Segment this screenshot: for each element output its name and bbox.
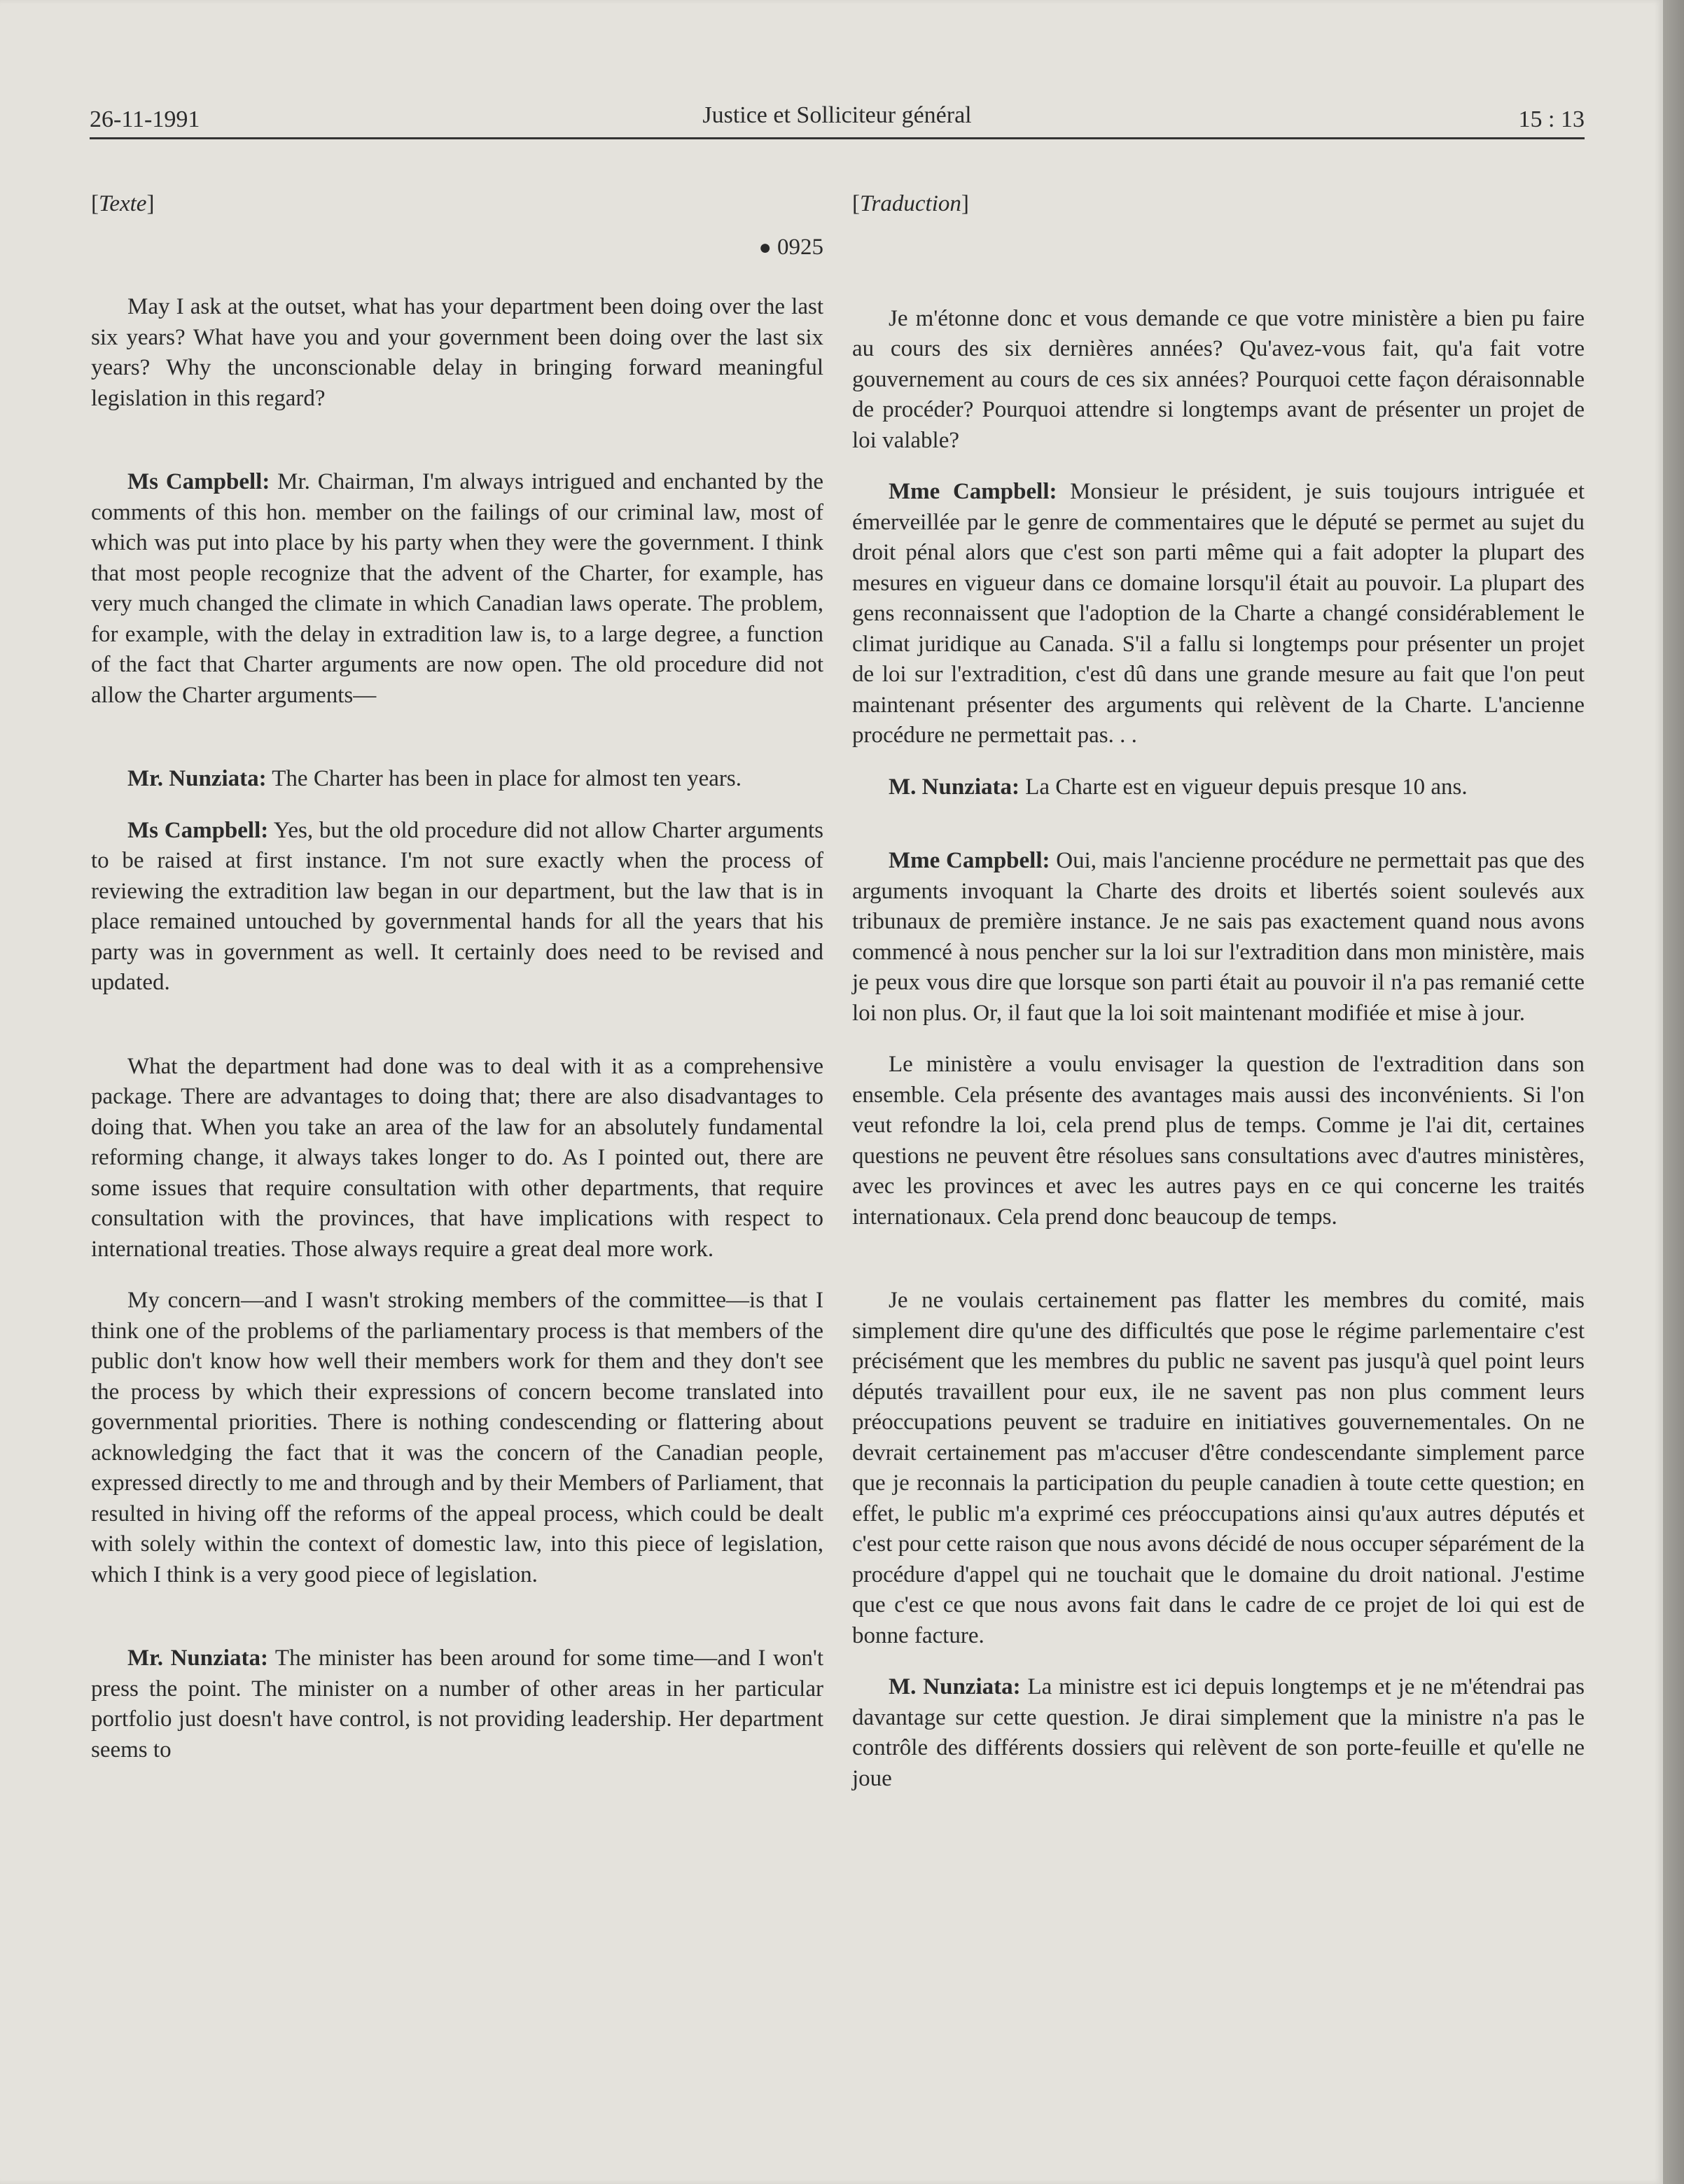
time-marker xyxy=(91,232,823,263)
speaker-name: Mme Campbell: xyxy=(889,479,1057,504)
paragraph-text: What the department had done was to deal with it as a comprehensive package. There are advantages to doing that; there are also disadvantages to doing that. When you take an area of the law for an absolutely fundamental reforming change, it always takes longer to do. As I pointed out, there are some issues that require consultation with other departments, that require consultation with the provinces, that have implications with respect to international treaties. Those always require a great deal more work. xyxy=(91,1053,823,1262)
page-header xyxy=(90,98,1585,139)
bullet-icon: ● xyxy=(758,235,772,259)
column-tag: [Texte] xyxy=(91,191,155,216)
speaker-name: Ms Campbell: xyxy=(127,469,270,494)
paragraph xyxy=(852,1672,1585,1794)
page-edge xyxy=(1663,0,1684,2184)
paragraph-text: Oui, mais l'ancienne procédure ne permettait pas que des arguments invoquant la Charte des droits et libertés soient soulevés aux tribunaux de première instance. Je ne sais pas exactement quand nous avons commencé à nous pencher sur la loi sur l'extradition dans mon ministère, mais je peux vous dire que lorsque son parti était au pouvoir il n'a pas remanié cette loi non plus. Or, il faut que la loi soit maintenant modifiée et mise à jour. xyxy=(852,848,1585,1026)
paragraph-text: La ministre est ici depuis longtemps et je ne m'étendrai pas davantage sur cette question. Je dirai simplement que la ministre n'a pas le contrôle des différents dossiers qui relèvent de son porte-feuille et qu'elle ne joue xyxy=(852,1674,1585,1791)
paragraph-text: The minister has been around for some time—and I won't press the point. The minister on a number of other areas in her particular portfolio just doesn't have control, is not providing leadership. Her department seems to xyxy=(91,1646,823,1762)
speaker-name: M. Nunziata: xyxy=(889,1674,1021,1699)
spacer xyxy=(852,232,1585,304)
paragraph xyxy=(91,816,823,999)
paragraph-text: My concern—and I wasn't stroking members of the committee—is that I think one of the problems of the parliamentary process is that members of the public don't know how well their members work for them and they don't see the process by which their expressions of concern become translated into governmental priorities. There is nothing condescending or flattering about acknowledging the fact that it was the concern of the Canadian people, expressed directly to me and through and by their Members of Parliament, that resulted in hiving off the reforms of the appeal process, which could be dealt with solely within the context of domestic law, into this piece of legislation, which I think is a very good piece of legislation. xyxy=(91,1288,823,1587)
paragraph xyxy=(91,292,823,414)
speaker-name: Mr. Nunziata: xyxy=(127,1646,268,1671)
paragraph xyxy=(852,772,1585,803)
speaker-name: Mme Campbell: xyxy=(889,848,1050,873)
paragraph xyxy=(852,846,1585,1029)
french-column xyxy=(852,189,1585,1823)
english-column xyxy=(91,189,823,1795)
paragraph xyxy=(852,1050,1585,1232)
column-tag-text: Texte xyxy=(99,191,147,216)
paragraph-text: Yes, but the old procedure did not allow Charter arguments to be raised at first instance. I'm not sure exactly when the process of reviewing the extradition law began in our department, but the law that is in place remained untouched by governmental hands for all the years that his party was in government as well. It certainly does need to be revised and updated. xyxy=(91,817,823,995)
paragraph-text: May I ask at the outset, what has your department been doing over the last six years? What have you and your government been doing over the last six years? Why the unconscionable delay in bringing forward meaningful legislation in this regard? xyxy=(91,294,823,411)
column-tag-text: Traduction xyxy=(860,191,961,216)
paragraph-text: Le ministère a voulu envisager la question de l'extradition dans son ensemble. Cela présente des avantages mais aussi des inconvénients. Si l'on veut refondre la loi, cela prend plus de temps. Comme je l'ai dit, certaines questions ne peuvent être résolues sans consultations avec d'autres ministères, avec les provinces et avec les autres pays en ce qui concerne les traités internationaux. Cela prend donc beaucoup de temps. xyxy=(852,1052,1585,1230)
time-marker-text: 0925 xyxy=(777,234,823,260)
speaker-name: M. Nunziata: xyxy=(889,774,1020,800)
paragraph xyxy=(91,1052,823,1265)
header-date: 26-11-1991 xyxy=(90,106,200,132)
paragraph xyxy=(852,1286,1585,1651)
paragraph xyxy=(91,1286,823,1590)
paragraph xyxy=(91,1643,823,1765)
paragraph xyxy=(852,477,1585,751)
paragraph-text: Je ne voulais certainement pas flatter les membres du comité, mais simplement dire qu'une des difficultés que pose le régime parlementaire c'est précisément que les membres du public ne savent pas jusqu'à quel point leurs députés travaillent pour eux, ile ne savent pas non plus comment leurs préoccupations peuvent se traduire en initiatives gouvernementales. On ne devrait certainement pas m'accuser d'être condescendante simplement parce que je reconnais la participation du peuple canadien à toute cette question; en effet, le public m'a exprimé ces préoccupations ainsi qu'aux autres députés et c'est pour cette raison que nous avons décidé de nous occuper séparément de la procédure d'appel qui ne touchait que le domaine du droit national. J'estime que c'est ce que nous avons fait dans le cadre de ce projet de loi qui est de bonne facture. xyxy=(852,1288,1585,1648)
paragraph xyxy=(852,304,1585,457)
paragraph xyxy=(91,764,823,795)
header-title: Justice et Solliciteur général xyxy=(702,102,972,128)
header-page-number: 15 : 13 xyxy=(1518,106,1585,132)
column-tag: [Traduction] xyxy=(852,191,969,216)
speaker-name: Mr. Nunziata: xyxy=(127,766,267,791)
paragraph-text: Monsieur le président, je suis toujours intriguée et émerveillée par le genre de commentaires que le député se permet au sujet du droit pénal alors que c'est son parti même qui a fait adopter la plupart des mesures en vigueur dans ce domaine lorsqu'il était au pouvoir. La plupart des gens reconnaissent que l'adoption de la Charte a changé considérablement le climat juridique au Canada. S'il a fallu si longtemps pour présenter un projet de loi sur l'extradition, c'est dû dans une grande mesure au fait que l'on peut maintenant présenter des arguments qui relèvent de la Charte. L'ancienne procédure ne permettait pas. . . xyxy=(852,479,1585,748)
paragraph-text: Je m'étonne donc et vous demande ce que votre ministère a bien pu faire au cours des six dernières années? Qu'avez-vous fait, qu'a fait votre gouvernement au cours de ces six années? Pourquoi cette façon déraisonnable de procéder? Pourquoi attendre si longtemps avant de présenter un projet de loi valable? xyxy=(852,305,1585,453)
paragraph xyxy=(91,467,823,711)
paragraph-text: Mr. Chairman, I'm always intrigued and enchanted by the comments of this hon. member on the failings of our criminal law, most of which was put into place by his party when they were the government. I think that most people recognize that the advent of the Charter, for example, has very much changed the climate in which Canadian laws operate. The problem, for example, with the delay in extradition law is, to a large degree, a function of the fact that Charter arguments are now open. The old procedure did not allow the Charter arguments— xyxy=(91,469,823,708)
paragraph-text: The Charter has been in place for almost ten years. xyxy=(266,766,742,791)
speaker-name: Ms Campbell: xyxy=(127,817,269,843)
paragraph-text: La Charte est en vigueur depuis presque 10 ans. xyxy=(1019,774,1468,800)
